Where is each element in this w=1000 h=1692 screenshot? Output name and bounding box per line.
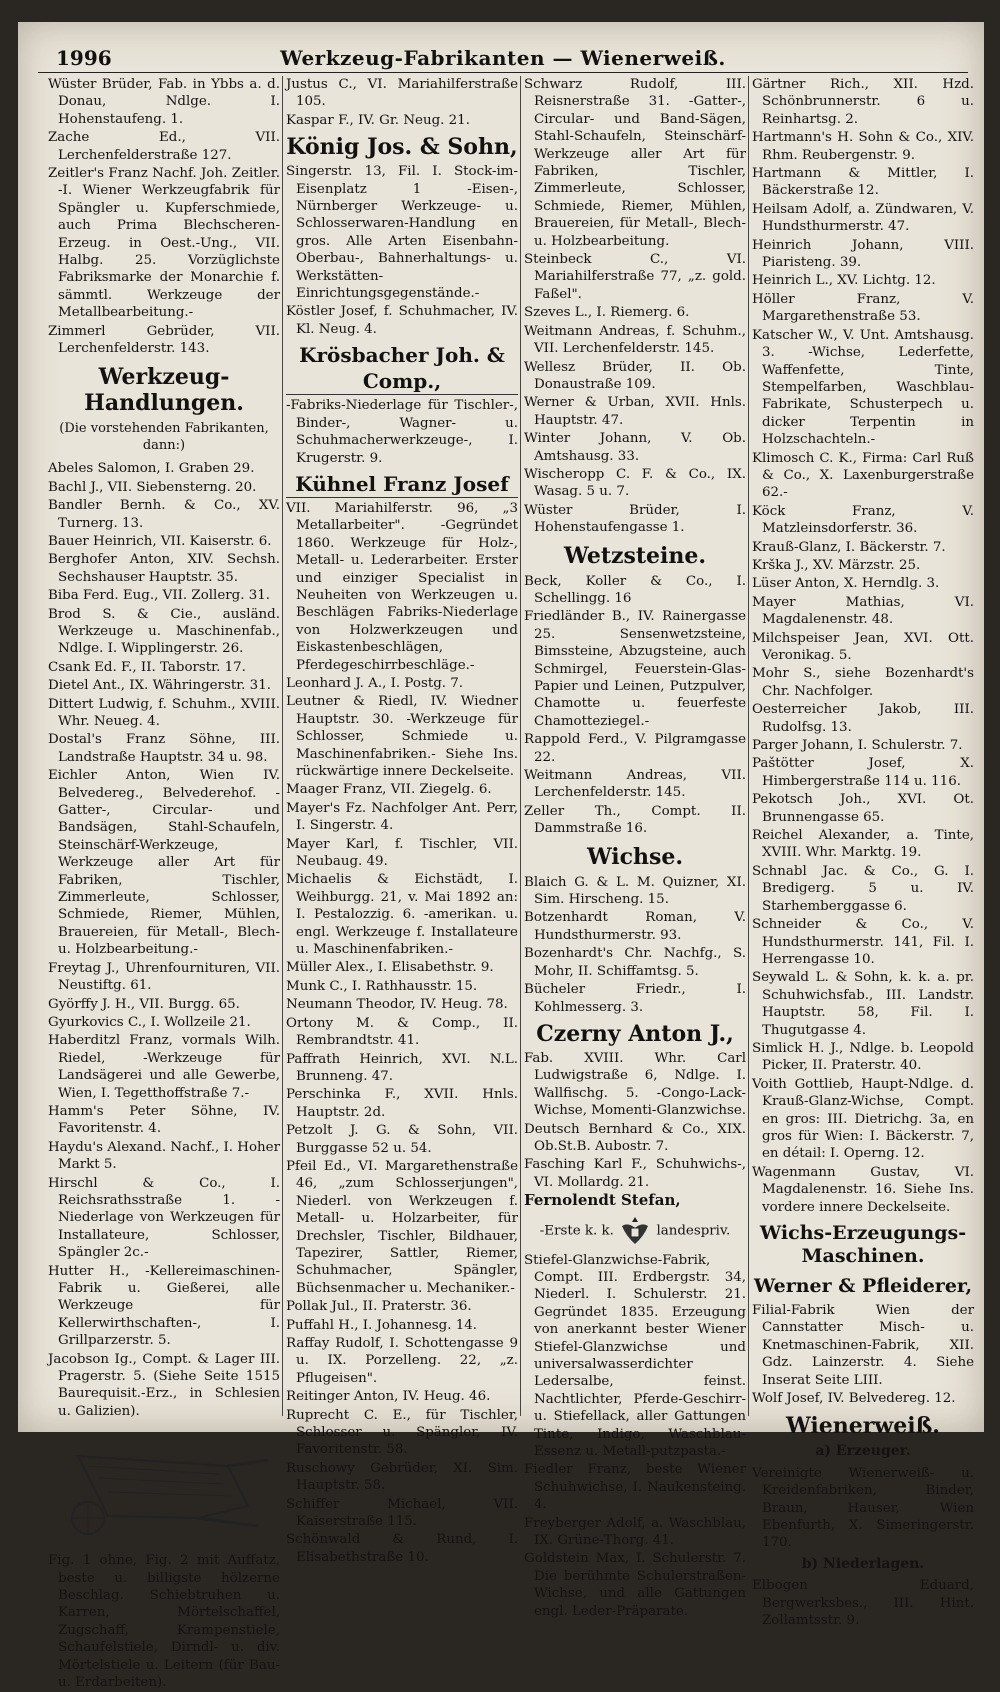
list-item: Goldstein Max, I. Schulerstr. 7. Die berühmte Schulerstraßen-Wichse, und alle Gattungen engl. Leder-Präparate. <box>524 1551 746 1619</box>
list-item: Hamm's Peter Söhne, IV. Favoritenstr. 4. <box>48 1103 280 1137</box>
list-item: Ruprecht C. E., für Tischler, Schlosser u. Spängler, IV. Favoritenstr. 58. <box>286 1407 518 1458</box>
list-item: Parger Johann, I. Schulerstr. 7. <box>752 738 963 754</box>
list-item: Pekotsch Joh., XVI. Ot. Brunnengasse 65. <box>752 792 974 825</box>
list-item: Pollak Jul., II. Praterstr. 36. <box>286 1299 472 1315</box>
list-item: Schönwald & Rund, I. Elisabethstraße 10. <box>286 1532 518 1565</box>
fernolendt-name: Fernolendt Stefan, <box>524 1191 681 1210</box>
list-item: Ruschowy Gebrüder, XI. Sim. Hauptstr. 58. <box>286 1460 518 1494</box>
czerny-name: Czerny Anton J., <box>536 1020 734 1047</box>
list-item: Leutner & Riedl, IV. Wiedner Hauptstr. 30. -Werkzeuge für Schlosser, Schmiede u. Maschinenfabriken.- Siehe Ins. rückwärtige innere Deckelseite. <box>286 694 518 779</box>
list-item: Voith Gottlieb, Haupt-Ndlge. d. Krauß-Glanz-Wichse, Compt. en gros: III. Dietrichg. 3a, en gros für Wien: I. Bäckerstr. 7, en détail: I. Operng. 12. <box>752 1076 974 1162</box>
list-item: Bücheler Friedr., I. Kohlmesserg. 3. <box>524 982 746 1015</box>
list-item: Dittert Ludwig, f. Schuhm., XVIII. Whr. Neueg. 4. <box>48 696 280 729</box>
crest-right-text: landespriv. <box>656 1223 731 1239</box>
list-item: Wagenmann Gustav, VI. Magdalenenstr. 16. Siehe Ins. vordere innere Deckelseite. <box>752 1164 974 1215</box>
page-number: 1996 <box>56 46 112 70</box>
list-item: Puffahl H., I. Johannesg. 14. <box>286 1317 478 1333</box>
list-item: Michaelis & Eichstädt, I. Weihburgg. 21, v. Mai 1892 an: I. Pestalozzig. 6. -amerikan. u. engl. Werkzeuge f. Installateure u. Maschinenfabriken.- <box>286 872 518 958</box>
kuehnel-name: Kühnel Franz Josef <box>286 471 518 498</box>
directory-page <box>18 22 984 1691</box>
list-item: Berghofer Anton, XIV. Sechsh. Sechshauser Hauptstr. 35. <box>48 552 280 585</box>
list-item: Wischeropp C. F. & Co., IX. Wasag. 5 u. 7. <box>524 466 746 500</box>
list-item: Rappold Ferd., V. Pilgramgasse 22. <box>524 732 746 765</box>
list-item: Heinrich L., XV. Lichtg. 12. <box>752 273 936 289</box>
list-item: Zeitler's Franz Nachf. Joh. Zeitler. -I. Wiener Werkzeugfabrik für Spängler u. Kupferschmiede, auch Prima Blechscheren-Erzeug. in Oest.-Ung., VII. Halbg. 25. Vorzüglichste Fabriksmarke der Monarchie f. sämmtl. Werkzeuge der Metallbearbeitung.- <box>48 166 280 321</box>
list-item: Oesterreicher Jakob, III. Rudolfsg. 13. <box>752 702 974 735</box>
list-item: Freytag J., Uhrenfournituren, VII. Neustiftg. 61. <box>48 960 280 994</box>
list-item: Steinbeck C., VI. Mariahilferstraße 77, „z. gold. Faßel". <box>524 252 746 302</box>
list-item: Mayer Mathias, VI. Magdalenenstr. 48. <box>752 594 974 628</box>
list-item: Hirschl & Co., I. Reichsrathsstraße 1. -Niederlage von Werkzeugen für Installateure, Schlosser, Spängler 2c.- <box>48 1175 280 1261</box>
list-item: Friedländer B., IV. Rainergasse 25. Sensenwetzsteine, Bimssteine, Abzugsteine, auch Schmirgel, Feuerstein-Glas-Papier und Leinen, Putzpulver, Chamotte u. feuerfeste Chamotteziegel.- <box>524 609 746 729</box>
list-item: Simlick H. J., Ndlge. b. Leopold Picker, II. Praterstr. 40. <box>752 1040 974 1074</box>
column-1 <box>48 76 280 1691</box>
list-item: Szeves L., I. Riemerg. 6. <box>524 305 690 321</box>
list-item: Bauer Heinrich, VII. Kaiserstr. 6. <box>48 533 272 549</box>
fernolendt-text: Stiefel-Glanzwichse-Fabrik, Compt. III. Erdbergstr. 34, Niederl. I. Schulerstr. 21. Gegründet 1835. Erzeugung von anerkannt bester Wiener Stiefel-Glanzwichse und universalwasserdichter Ledersalbe, feinst. Nachtlichter, Pferde-Geschirr- u. Stiefellack, aller Gattungen Tinte, Indigo, Waschblau-Essenz u. Metall-putzpasta.- <box>524 1252 746 1460</box>
list-item: Leonhard J. A., I. Postg. 7. <box>286 675 464 691</box>
section-title: Wienerweiß. <box>786 1413 940 1440</box>
list-item: Winter Johann, V. Ob. Amtshausg. 33. <box>524 431 746 464</box>
list-item: Weitmann Andreas, VII. Lerchenfelderstr. 145. <box>524 768 746 801</box>
list-item: Kaspar F., IV. Gr. Neug. 21. <box>286 112 470 128</box>
list-item: Fiedler Franz, beste Wiener Schuhwichse, I. Naukensteing. 4. <box>524 1462 746 1513</box>
list-item: Eichler Anton, Wien IV. Belvedereg., Belvederehof. -Gatter-, Circular- und Bandsägen, Stahl-Schaufeln, Steinschärf-Werkzeuge, Werkzeuge aller Art für Fabriken, Tischler, Zimmerleute, Schlosser, Schmiede, Riemer, Mühlen, Brauereien, für Metall-, Blech- u. Holzbearbeitung.- <box>48 768 280 958</box>
list-item: Heinrich Johann, VIII. Piaristeng. 39. <box>752 237 974 271</box>
list-item: Zeller Th., Compt. II. Dammstraße 16. <box>524 803 746 837</box>
subsection-title: b) Niederlagen. <box>801 1555 925 1572</box>
list-item: Paštötter Josef, X. Himbergerstraße 114 u. 116. <box>752 756 974 789</box>
list-item: Gärtner Rich., XII. Hzd. Schönbrunnerstr. 6 u. Reinhartsg. 2. <box>752 77 974 127</box>
list-item: Beck, Koller & Co., I. Schellingg. 16 <box>524 573 746 606</box>
list-item: Justus C., VI. Mariahilferstraße 105. <box>286 77 518 110</box>
list-item: Schneider & Co., V. Hundsthurmerstr. 141, Fil. I. Herrengasse 10. <box>752 917 974 967</box>
list-item: Mayer Karl, f. Tischler, VII. Neubaug. 49. <box>286 836 518 870</box>
list-item: Katscher W., V. Unt. Amtshausg. 3. -Wichse, Lederfette, Waffenfette, Tinte, Stempelfarben, Waschblau-Fabrikate, Schusterpech u. dicker Terpentin in Holzschachteln.- <box>752 327 974 448</box>
list-item: Reitinger Anton, IV. Heug. 46. <box>286 1389 491 1405</box>
list-item: Mayer's Fz. Nachfolger Ant. Perr, I. Singerstr. 4. <box>286 800 518 834</box>
figure-caption: Fig. 1 ohne, Fig. 2 mit Auffatz, beste u. billigste hölzerne Beschlag. Schiebtruhen u. Karren, Mörtelschaffel, Zugschaff, Krampenstiele, Schaufelstiele, Dirndl- u. div. Mörtelstiele u. Leitern (für Bau- u. Erdarbeiten). <box>48 1553 280 1691</box>
list-item: Seywald L. & Sohn, k. k. a. pr. Schuhwichsfab., III. Landstr. Hauptstr. 58, Fil. I. Thugutgasse 4. <box>752 970 974 1038</box>
page-header <box>38 42 968 73</box>
kuehnel-text: VII. Mariahilferstr. 96, „3 Metallarbeiter". -Gegründet 1860. Werkzeuge für Holz-, Metall- u. Lederarbeiter. Erster und einziger Specialist in Neuheiten von Werkzeugen u. Beschlägen Fabriks-Niederlage von Holzwerkzeugen und Eiskastenbeschlägen, Pferdegeschirrbeschläge.- <box>286 500 518 673</box>
list-item: Bachl J., VII. Siebensterng. 20. <box>48 479 257 495</box>
list-item: Höller Franz, V. Margarethenstraße 53. <box>752 291 974 325</box>
list-item: Munk C., I. Rathhausstr. 15. <box>286 978 478 994</box>
section-title: Wichse. <box>586 843 684 870</box>
list-item: Dostal's Franz Söhne, III. Landstraße Hauptstr. 34 u. 98. <box>48 732 280 765</box>
list-item: Köck Franz, V. Matzleinsdorferstr. 36. <box>752 503 974 537</box>
crest-left-text: -Erste k. k. <box>539 1223 614 1239</box>
column-2 <box>286 76 518 1565</box>
list-item: Brod S. & Cie., ausländ. Werkzeuge u. Maschinenfab., Ndlge. I. Wipplingerstr. 26. <box>48 606 280 657</box>
list-item: Hartmann's H. Sohn & Co., XIV. Rhm. Reubergenstr. 9. <box>752 130 974 163</box>
list-item: Blaich G. & L. M. Quizner, XI. Sim. Hirscheng. 15. <box>524 874 746 908</box>
section-title: Wetzsteine. <box>563 542 707 569</box>
list-item: Hartmann & Mittler, I. Bäckerstraße 12. <box>752 166 974 199</box>
subsection-title: a) Erzeuger. <box>815 1443 911 1460</box>
list-item: Paffrath Heinrich, XVI. N.L. Brunneng. 47. <box>286 1051 518 1084</box>
list-item: Mohr S., siehe Bozenhardt's Chr. Nachfolger. <box>752 666 974 699</box>
list-item: Wüster Brüder, I. Hohenstaufengasse 1. <box>524 502 746 536</box>
list-item: Werner & Urban, XVII. Hnls. Hauptstr. 47. <box>524 395 746 428</box>
section-note: (Die vorstehenden Fabrikanten, dann:) <box>59 420 269 453</box>
list-item: Zache Ed., VII. Lerchenfelderstraße 127. <box>48 130 280 163</box>
list-item: Maager Franz, VII. Ziegelg. 6. <box>286 782 492 798</box>
list-item: Ortony M. & Comp., II. Rembrandtstr. 41. <box>286 1015 518 1049</box>
list-item: Dietel Ant., IX. Währingerstr. 31. <box>48 678 271 694</box>
list-item: Krauß-Glanz, I. Bäckerstr. 7. <box>752 539 946 555</box>
column-rule <box>520 76 521 1416</box>
list-item: Botzenhardt Roman, V. Hundsthurmerstr. 93. <box>524 910 746 943</box>
list-item: Jacobson Ig., Compt. & Lager III. Pragerstr. 5. (Siehe Seite 1515 Baurequisit.-Erz., in Schlesien u. Galizien). <box>48 1351 280 1419</box>
list-item: Milchspeiser Jean, XVI. Ott. Veronikag. 5. <box>752 630 974 663</box>
column-rule <box>748 76 749 1416</box>
list-item: Fasching Karl F., Schuhwichs-, VI. Mollardg. 21. <box>524 1157 746 1190</box>
list-item: Deutsch Bernhard & Co., XIX. Ob.St.B. Aubostr. 7. <box>524 1121 746 1154</box>
list-item: Wellesz Brüder, II. Ob. Donaustraße 109. <box>524 359 746 392</box>
list-item: Müller Alex., I. Elisabethstr. 9. <box>286 960 494 976</box>
list-item: Zimmerl Gebrüder, VII. Lerchenfelderstr. 143. <box>48 323 280 357</box>
czerny-text: Fab. XVIII. Whr. Carl Ludwigstraße 6, Ndlge. I. Wallfischg. 5. -Congo-Lack-Wichse, Momenti-Glanzwichse. <box>524 1050 747 1119</box>
list-item: Haydu's Alexand. Nachf., I. Hoher Markt 5. <box>48 1139 280 1173</box>
koenig-text: Singerstr. 13, Fil. I. Stock-im-Eisenplatz 1 -Eisen-, Nürnberger Werkzeuge- u. Schlosserwaren-Handlung en gros. Alle Arten Eisenbahn-Oberbau-, Bahnerhaltungs- u. Werkstätten-Einrichtungsgegenstände.- <box>286 164 518 302</box>
list-item: Klimosch C. K., Firma: Carl Ruß & Co., X. Laxenburgerstraße 62.- <box>752 450 974 501</box>
column-rule <box>282 76 283 1416</box>
list-item: Wüster Brüder, Fab. in Ybbs a. d. Donau, Ndlge. I. Hohenstaufeng. 1. <box>48 77 280 127</box>
koenig-name: König Jos. & Sohn, <box>286 134 518 161</box>
list-item: Haberditzl Franz, vormals Wilh. Riedel, -Werkzeuge für Landsägerei und alle Gewerbe, Wien, I. Tegetthoffstraße 7.- <box>48 1033 280 1101</box>
werner-name: Werner & Pfleiderer, <box>753 1275 973 1297</box>
list-item: Vereinigte Wienerweiß- u. Kreidenfabriken, Binder, Braun, Hauser, Wien Ebenfurth, X. Simeringerstr. 170. <box>752 1465 974 1551</box>
list-item: Gyurkovics C., I. Wollzeile 21. <box>48 1014 251 1030</box>
list-item: Schiffer Michael, VII. Kaiserstraße 115. <box>286 1496 518 1530</box>
column-3 <box>524 76 747 1619</box>
list-item: Lüser Anton, X. Herndlg. 3. <box>752 576 940 592</box>
page-title: Werkzeug-Fabrikanten — Wienerweiß. <box>280 46 726 70</box>
list-item: Györffy J. H., VII. Burgg. 65. <box>48 996 240 1012</box>
list-item: Bandler Bernh. & Co., XV. Turnerg. 13. <box>48 498 280 531</box>
list-item: Schnabl Jac. & Co., G. I. Bredigerg. 5 u. IV. Starhemberggasse 6. <box>752 863 974 914</box>
list-item: Abeles Salomon, I. Graben 29. <box>48 461 255 477</box>
werner-text: Filial-Fabrik Wien der Cannstatter Misch- u. Knetmaschinen-Fabrik, XII. Gdz. Lainzerstr. 4. Siehe Inserat Seite LIII. <box>752 1303 974 1388</box>
list-item: Pfeil Ed., VI. Margarethenstraße 46, „zum Schlosserjungen", Niederl. von Werkzeugen f. Metall- u. Holzarbeiter, für Drechsler, Tischler, Bildhauer, Tapezirer, Sattler, Riemer, Schuhmacher, Spängler, Büchsenmacher u. Mechaniker.- <box>286 1158 518 1296</box>
kroesbacher-text: -Fabriks-Niederlage für Tischler-, Binder-, Wagner- u. Schuhmacherwerkzeuge-, I. Krugerstr. 9. <box>286 398 518 466</box>
list-item: Schwarz Rudolf, III. Reisnerstraße 31. -Gatter-, Circular- und Band-Sägen, Stahl-Schaufeln, Steinschärf-Werkzeuge aller Art für Fabriken, Tischler, Zimmerleute, Schlosser, Schmiede, Riemer, Mühlen, Brauereien, für Metall-, Blech- u. Holzbearbeitung. <box>524 77 746 249</box>
list-item: Freyberger Adolf, a. Waschblau, IX. Grüne-Thorg. 41. <box>524 1515 746 1549</box>
kroesbacher-name: Krösbacher Joh. & Comp., <box>286 342 518 395</box>
list-item: Krška J., XV. Märzstr. 25. <box>752 557 921 573</box>
list-item: Petzolt J. G. & Sohn, VII. Burggasse 52 u. 54. <box>286 1123 518 1156</box>
column-4 <box>752 76 974 1629</box>
list-item: Biba Ferd. Eug., VII. Zollerg. 31. <box>48 588 271 604</box>
crest-row <box>524 1214 746 1248</box>
list-item: Raffay Rudolf, I. Schottengasse 9 u. IX. Porzelleng. 22, „z. Pflugeisen". <box>286 1336 518 1386</box>
list-item: Köstler Josef, f. Schuhmacher, IV. Kl. Neug. 4. <box>286 304 518 337</box>
wheelbarrow-figure <box>48 1426 280 1546</box>
list-item: Elbogen Eduard, Bergwerksbes., III. Hint. Zollamtsstr. 9. <box>752 1578 974 1629</box>
list-item: Bozenhardt's Chr. Nachfg., S. Mohr, II. Schiffamtsg. 5. <box>524 946 746 979</box>
list-item: Csank Ed. F., II. Taborstr. 17. <box>48 659 246 675</box>
list-item: Hutter H., -Kellereimaschinen-Fabrik u. Gießerei, alle Werkzeuge für Kellerwirthschaften-, I. Grillparzerstr. 5. <box>48 1263 280 1349</box>
list-item: Weitmann Andreas, f. Schuhm., VII. Lerchenfelderstr. 145. <box>524 323 746 357</box>
list-item: Wolf Josef, IV. Belvedereg. 12. <box>752 1391 956 1407</box>
list-item: Perschinka F., XVII. Hnls. Hauptstr. 2d. <box>286 1087 518 1120</box>
list-item: Heilsam Adolf, a. Zündwaren, V. Hundsthurmerstr. 47. <box>752 201 974 235</box>
list-item: Reichel Alexander, a. Tinte, XVIII. Whr. Marktg. 19. <box>752 828 974 861</box>
eagle-crest-icon <box>618 1223 656 1238</box>
list-item: Neumann Theodor, IV. Heug. 78. <box>286 997 508 1013</box>
section-title: Werkzeug-Handlungen. <box>84 363 244 416</box>
section-title: Wichs-Erzeugungs-Maschinen. <box>759 1222 967 1267</box>
